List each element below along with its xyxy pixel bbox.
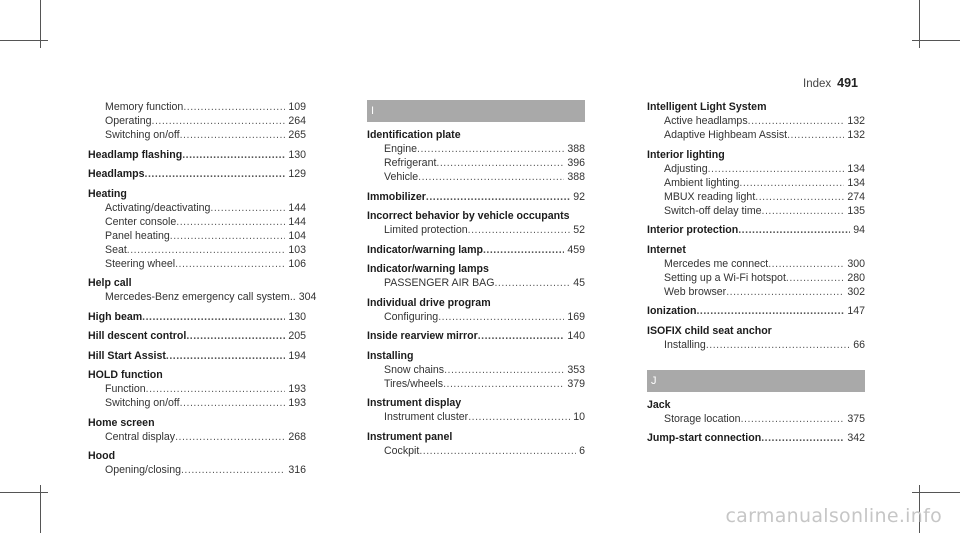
page-ref: 10 [573,411,585,423]
page-ref: 130 [288,310,306,323]
page-ref: 144 [288,215,306,228]
subentry-text: Snow chains [384,363,445,376]
index-term[interactable] [88,148,306,162]
subentry-text: Setting up a Wi-Fi hotspot [664,271,786,284]
index-entry [647,223,865,237]
page-ref: 193 [288,397,306,409]
index-subentry[interactable] [647,204,865,218]
page-ref: 106 [288,257,306,270]
term-text: Interior lighting [647,148,725,161]
subentry-text: Mercedes me connect [664,257,769,270]
page-number: 491 [837,76,858,90]
term-text: Installing [367,349,414,362]
page-ref: 66 [853,338,865,351]
index-entry [647,304,865,318]
leader-dots [183,100,285,114]
section-letter-bar: I [367,100,585,122]
term-text: High beam [88,310,143,323]
index-term[interactable] [367,190,585,204]
leader-dots [739,176,844,190]
index-subentry[interactable] [88,215,306,229]
term-text: Hill Start Assist [88,349,166,362]
term-text: Indicator/warning lamp [367,243,483,256]
index-term[interactable] [88,449,306,463]
subentry-text: Seat [105,243,127,256]
crop-mark [912,40,960,41]
term-text: Hill descent control [88,330,187,342]
index-column-2 [367,100,585,458]
term-text: Identification plate [367,129,461,141]
index-subentry[interactable] [367,276,585,290]
page-ref: 388 [567,171,585,183]
leader-dots [483,243,564,257]
leader-dots [762,204,845,218]
subentry-text: Switch-off delay time [664,204,762,217]
index-term[interactable] [367,430,585,444]
index-term[interactable] [88,368,306,382]
index-subentry[interactable] [88,257,306,271]
page-ref: 280 [847,271,865,284]
index-entry [88,368,306,410]
subentry-text: Adjusting [664,162,708,175]
leader-dots [443,377,564,391]
index-term[interactable] [88,310,306,324]
index-entry [367,329,585,343]
term-text: Incorrect behavior by vehicle occupants [367,210,570,222]
index-entry [367,209,585,237]
index-column-1 [88,100,317,477]
leader-dots [706,338,850,352]
index-subentry[interactable] [647,128,865,142]
leader-dots [175,430,285,444]
leader-dots [170,229,286,243]
leader-dots [494,276,570,290]
index-term[interactable] [647,398,865,412]
index-subentry[interactable] [367,170,585,184]
page-ref: 205 [288,330,306,342]
index-subentry[interactable] [647,271,865,285]
page-ref: 316 [288,464,306,476]
leader-dots [436,156,564,170]
index-entry [88,349,306,363]
subentry-text: Function [105,383,146,395]
index-entry [367,349,585,391]
crop-mark [912,492,960,493]
index-entry [88,416,306,444]
leader-dots [180,128,286,142]
term-text: Jack [647,398,671,411]
subentry-text: Tires/wheels [384,377,444,390]
section-letter-bar: J [647,370,865,392]
subentry-text: Switching on/off [105,397,180,409]
subentry-text: Switching on/off [105,129,180,141]
page-ref: 268 [288,430,306,443]
page-ref: 144 [288,201,306,214]
subentry-text: Storage location [664,412,741,425]
subentry-text: Limited protection [384,224,468,236]
index-subentry[interactable] [367,142,585,156]
index-entry [88,187,306,271]
page-ref: 147 [847,305,865,317]
index-term[interactable] [367,209,585,223]
index-term[interactable] [88,329,306,343]
page-ref: 304 [298,291,317,303]
subentry-text: Central display [105,430,176,443]
index-term[interactable] [367,329,585,343]
index-subentry[interactable] [647,190,865,204]
index-entry [88,167,306,181]
term-text: Home screen [88,416,155,429]
index-subentry[interactable] [88,243,306,257]
index-subentry[interactable] [88,114,306,128]
page-ref: 109 [288,101,306,113]
leader-dots [478,329,565,343]
index-entry [88,449,306,477]
page-ref: 129 [288,168,306,180]
index-subentry[interactable] [88,128,306,142]
leader-dots [186,329,285,343]
index-subentry[interactable] [88,382,306,396]
index-entry [647,100,865,142]
term-text: Instrument panel [367,430,453,443]
page-ref: 264 [288,115,306,127]
page-header [803,76,858,90]
subentry-text: Memory function [105,101,184,113]
subentry-text: PASSENGER AIR BAG [384,277,495,289]
subentry-text: MBUX reading light [664,190,756,203]
index-entry [647,243,865,299]
term-text: Headlamp flashing [88,148,183,161]
index-term[interactable] [647,431,865,445]
index-subentry[interactable] [367,410,585,424]
page-ref: 134 [847,162,865,175]
leader-dots [761,431,844,445]
page-ref: 274 [847,190,865,203]
leader-dots [741,412,845,426]
index-entry [88,148,306,162]
leader-dots [152,114,286,128]
page-ref: 302 [847,285,865,298]
page-ref: 396 [567,157,585,169]
index-entry [647,324,865,352]
page-ref: 169 [567,310,585,323]
page-ref: 132 [847,115,865,127]
index-subentry[interactable] [647,338,865,352]
index-entry [367,430,585,458]
leader-dots [145,167,286,181]
leader-dots [166,349,285,363]
subentry-text: Ambient lighting [664,176,740,189]
index-column-3 [647,100,865,445]
leader-dots [755,190,844,204]
subentry-text: Opening/closing [105,464,181,476]
term-text: Jump-start connection [647,432,762,444]
page-ref: 388 [567,143,585,155]
crop-mark [0,40,48,41]
index-term[interactable] [367,296,585,310]
index-term[interactable] [88,349,306,363]
index-entry [367,128,585,184]
index-entry [367,243,585,257]
subentry-text: Mercedes-Benz emergency call system.. [105,291,296,303]
subentry-text: Active headlamps [664,115,748,127]
term-text: Inside rearview mirror [367,330,478,342]
leader-dots [417,142,564,156]
page-ref: 342 [847,432,865,444]
subentry-text: Cockpit [384,444,420,457]
leader-dots [210,201,285,215]
index-subentry[interactable] [88,100,306,114]
index-term[interactable] [367,262,585,276]
index-subentry[interactable] [367,310,585,324]
term-text: Internet [647,243,686,256]
index-subentry[interactable] [367,223,585,237]
index-entry [88,310,306,324]
page-ref: 140 [567,330,585,342]
page-ref: 52 [573,224,585,236]
page-ref: 353 [567,363,585,376]
page-ref: 94 [853,224,865,236]
leader-dots [468,410,570,424]
leader-dots [142,310,285,324]
index-term[interactable] [88,167,306,181]
leader-dots [696,304,844,318]
index-subentry[interactable] [88,290,317,304]
leader-dots [426,190,570,204]
index-term[interactable] [367,128,585,142]
subentry-text: Vehicle [384,171,419,183]
page-ref: 103 [288,243,306,256]
leader-dots [175,257,285,271]
term-text: Instrument display [367,397,462,409]
page-ref: 6 [579,444,585,457]
page-ref: 375 [847,412,865,425]
index-entry [367,190,585,204]
page-ref: 92 [573,190,585,203]
index-term[interactable] [647,100,865,114]
leader-dots [182,148,285,162]
index-subentry[interactable] [367,377,585,391]
index-term[interactable] [367,396,585,410]
leader-dots [708,162,845,176]
subentry-text: Engine [384,143,417,155]
subentry-text: Configuring [384,310,439,323]
index-subentry[interactable] [88,201,306,215]
leader-dots [468,223,571,237]
leader-dots [444,363,564,377]
index-entry [367,296,585,324]
subentry-text: Web browser [664,285,727,298]
index-entry [647,431,865,445]
page-ref: 104 [288,229,306,242]
term-text: Hood [88,450,116,462]
term-text: Indicator/warning lamps [367,263,489,275]
page-ref: 194 [288,349,306,362]
index-entry [88,329,306,343]
index-entry [647,398,865,426]
page-ref: 132 [847,129,865,141]
index-term[interactable] [647,148,865,162]
page-ref: 265 [288,129,306,141]
page-ref: 300 [847,257,865,270]
index-subentry[interactable] [647,176,865,190]
page-ref: 45 [573,277,585,289]
index-term[interactable] [88,187,306,201]
index-entry [647,148,865,218]
leader-dots [176,215,285,229]
index-entry [88,276,317,304]
leader-dots [127,243,286,257]
index-subentry[interactable] [367,363,585,377]
index-entry [367,396,585,424]
page-ref: 135 [847,204,865,217]
term-text: Headlamps [88,168,145,180]
leader-dots [181,463,285,477]
subentry-text: Adaptive Highbeam Assist [664,129,788,141]
index-subentry[interactable] [88,430,306,444]
index-subentry[interactable] [367,444,585,458]
index-subentry[interactable] [88,396,306,410]
subentry-text: Instrument cluster [384,411,469,423]
subentry-text: Refrigerant [384,157,437,169]
index-entry [88,100,306,142]
page-ref: 193 [288,383,306,395]
page-ref: 459 [567,243,585,256]
term-text: Ionization [647,305,697,317]
leader-dots [738,223,850,237]
index-subentry[interactable] [647,257,865,271]
leader-dots [419,444,576,458]
term-text: Interior protection [647,224,739,236]
index-subentry[interactable] [88,463,306,477]
index-term[interactable] [647,243,865,257]
subentry-text: Panel heating [105,229,170,242]
term-text: Heating [88,187,127,200]
term-text: Help call [88,277,132,289]
index-subentry[interactable] [647,285,865,299]
leader-dots [438,310,564,324]
index-entry [367,262,585,290]
page-ref: 379 [567,377,585,390]
index-subentry[interactable] [88,229,306,243]
term-text: ISOFIX child seat anchor [647,324,772,337]
index-term[interactable] [647,324,865,338]
leader-dots [768,257,844,271]
subentry-text: Steering wheel [105,257,176,270]
subentry-text: Operating [105,115,152,127]
subentry-text: Activating/deactivating [105,201,211,214]
leader-dots [180,396,286,410]
leader-dots [418,170,564,184]
term-text: Individual drive program [367,296,491,309]
crop-mark [0,492,48,493]
section-title: Index [803,78,832,90]
leader-dots [146,382,286,396]
page-ref: 130 [288,148,306,161]
page-ref: 134 [847,176,865,189]
leader-dots [748,114,845,128]
index-term[interactable] [367,243,585,257]
leader-dots [726,285,844,299]
index-term[interactable] [88,416,306,430]
subentry-text: Center console [105,215,177,228]
term-text: Intelligent Light System [647,101,767,113]
leader-dots [787,128,844,142]
index-term[interactable] [88,276,306,290]
index-subentry[interactable] [647,412,865,426]
term-text: HOLD function [88,369,163,381]
index-subentry[interactable] [367,156,585,170]
index-term[interactable] [647,304,865,318]
subentry-text: Installing [664,338,706,351]
index-term[interactable] [647,223,865,237]
index-subentry[interactable] [647,162,865,176]
index-term[interactable] [367,349,585,363]
leader-dots [786,271,844,285]
term-text: Immobilizer [367,190,426,203]
watermark: carmanualsonline.info [725,505,942,527]
index-subentry[interactable] [647,114,865,128]
